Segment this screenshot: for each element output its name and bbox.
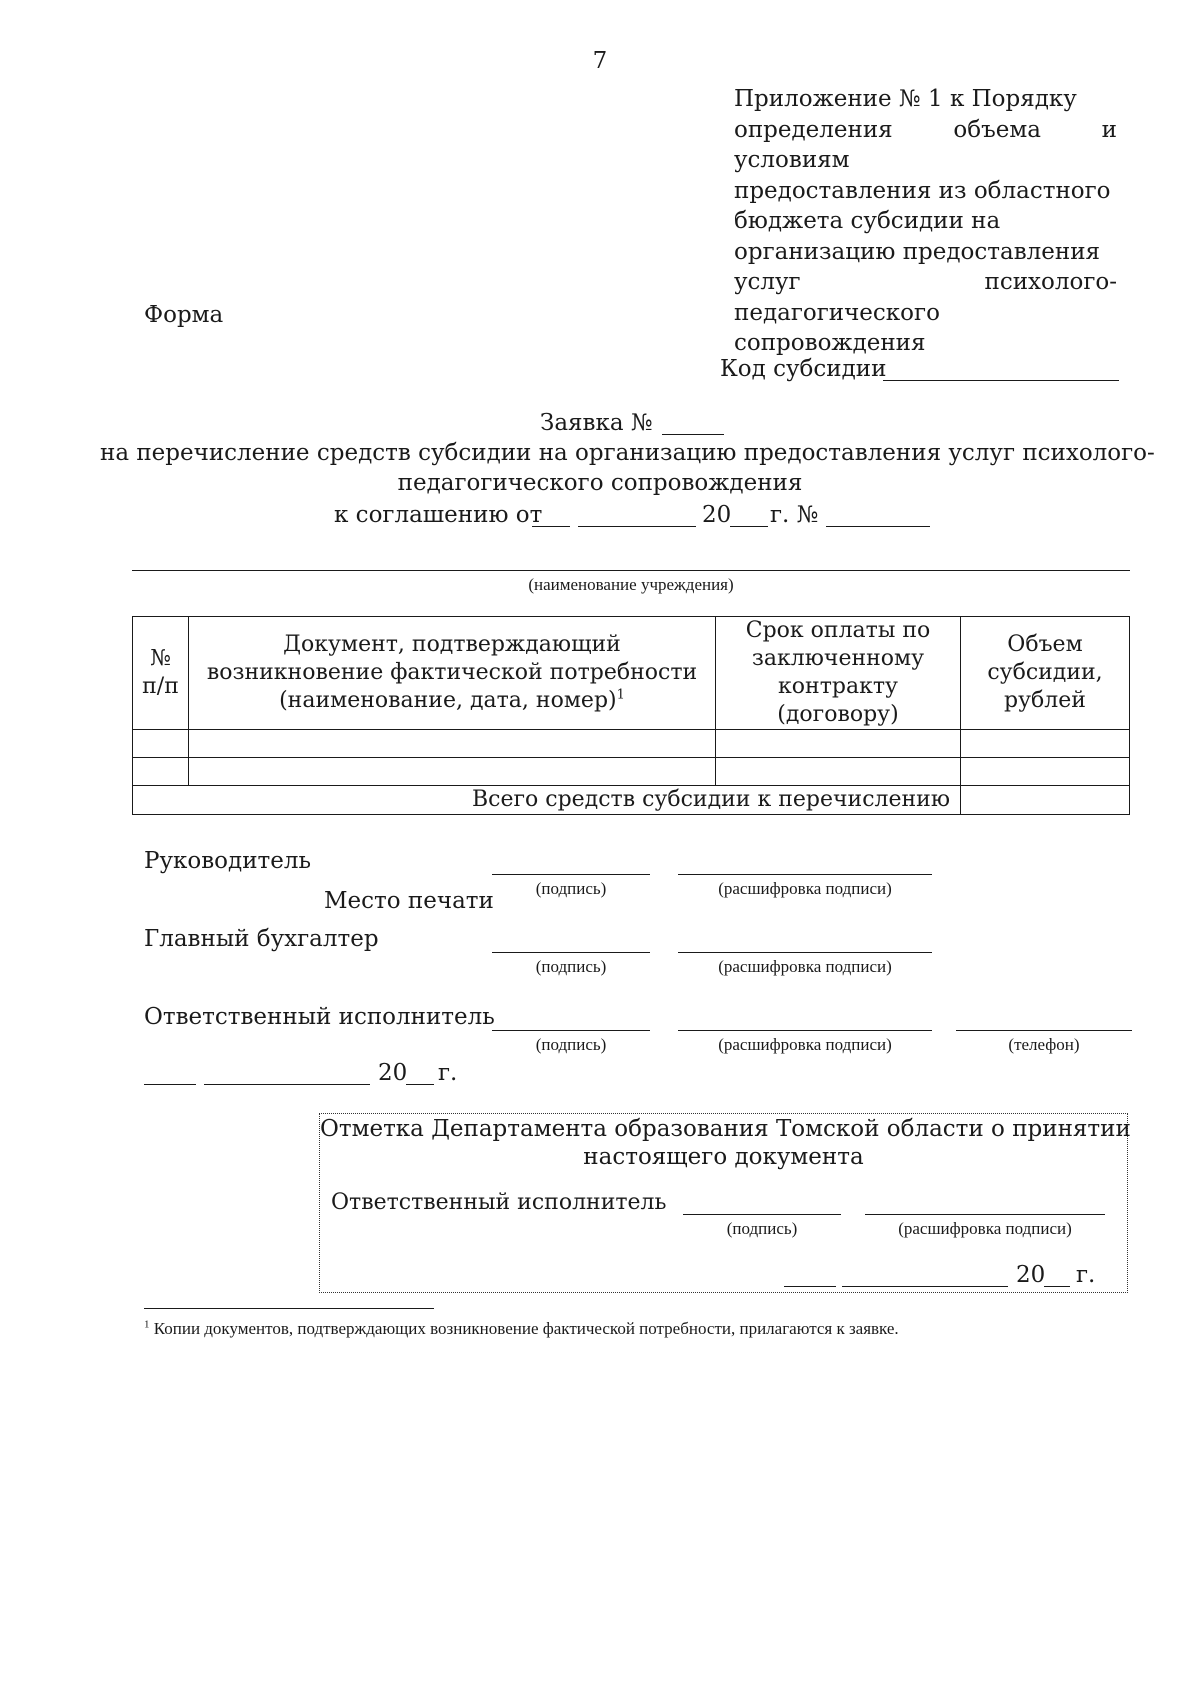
- footnote-mark: 1: [144, 1318, 150, 1331]
- department-decode-field[interactable]: [865, 1214, 1105, 1215]
- date-day-field[interactable]: [144, 1084, 196, 1085]
- header-payment-term-text: Срок оплаты по заключенному контракту (договору): [745, 618, 931, 727]
- header-number: [133, 617, 189, 730]
- header-subsidy-amount: [961, 617, 1130, 730]
- table-cell[interactable]: [189, 758, 716, 786]
- header-footnote-mark: 1: [616, 687, 625, 703]
- head-label: Руководитель: [144, 848, 311, 874]
- institution-name-field[interactable]: [132, 570, 1130, 571]
- accountant-decode-caption: (расшифровка подписи): [718, 957, 892, 976]
- department-date-month-field[interactable]: [842, 1286, 1008, 1287]
- appendix-line: сопровождения: [734, 330, 926, 356]
- table-header-row: [133, 617, 1130, 730]
- date-year-suffix: г.: [438, 1060, 458, 1086]
- department-decode-caption: (расшифровка подписи): [898, 1219, 1072, 1238]
- department-date-day-field[interactable]: [784, 1286, 836, 1287]
- department-date-year-field[interactable]: [1044, 1286, 1070, 1287]
- total-label: Всего средств субсидии к перечислению: [133, 786, 961, 815]
- request-number-field[interactable]: [662, 434, 724, 435]
- footnote: [144, 1318, 899, 1340]
- date-month-field[interactable]: [204, 1084, 370, 1085]
- footnote-text: Копии документов, подтверждающих возникновение фактической потребности, прилагаются к заявке.: [153, 1319, 899, 1338]
- agreement-year-prefix: 20: [702, 502, 732, 528]
- department-signature-field[interactable]: [683, 1214, 841, 1215]
- appendix-line: Приложение № 1 к Порядку: [734, 86, 1077, 112]
- accountant-label: Главный бухгалтер: [144, 926, 379, 952]
- table-cell[interactable]: [189, 730, 716, 758]
- department-date-year-prefix: 20: [1016, 1262, 1046, 1288]
- appendix-line: определения объема и условиям: [734, 116, 1117, 173]
- header-subsidy-amount-text: Объем субсидии, рублей: [987, 632, 1103, 713]
- table-cell[interactable]: [133, 758, 189, 786]
- header-document: [189, 617, 716, 730]
- executor-signature-field[interactable]: [492, 1030, 650, 1031]
- executor-phone-caption: (телефон): [1008, 1035, 1080, 1054]
- subsidy-code-label: Код субсидии: [720, 356, 887, 382]
- appendix-line: бюджета субсидии на: [734, 208, 1001, 234]
- request-subtitle-line2: педагогического сопровождения: [397, 470, 803, 496]
- accountant-signature-field[interactable]: [492, 952, 650, 953]
- institution-caption: (наименование учреждения): [528, 575, 734, 594]
- total-value-cell[interactable]: [961, 786, 1130, 815]
- agreement-day-field[interactable]: [532, 526, 570, 527]
- table-row: [133, 758, 1130, 786]
- request-title: Заявка №: [540, 410, 653, 436]
- agreement-year-field[interactable]: [730, 526, 768, 527]
- table-cell[interactable]: [961, 730, 1130, 758]
- head-decode-field[interactable]: [678, 874, 932, 875]
- executor-signature-caption: (подпись): [535, 1035, 607, 1054]
- appendix-reference: [734, 84, 1117, 359]
- header-payment-term: [716, 617, 961, 730]
- table-cell[interactable]: [716, 730, 961, 758]
- accountant-decode-field[interactable]: [678, 952, 932, 953]
- subsidy-code-field[interactable]: [883, 380, 1119, 381]
- agreement-number-field[interactable]: [826, 526, 930, 527]
- page-number: 7: [592, 48, 608, 74]
- department-executor-label: Ответственный исполнитель: [331, 1190, 667, 1215]
- head-signature-caption: (подпись): [535, 879, 607, 898]
- form-label: Форма: [144, 302, 224, 328]
- seal-label: Место печати: [324, 888, 494, 914]
- footnote-separator: [144, 1308, 434, 1309]
- department-box-line1: Отметка Департамента образования Томской области о принятии: [320, 1116, 1131, 1142]
- date-year-prefix: 20: [378, 1060, 408, 1086]
- table-cell[interactable]: [133, 730, 189, 758]
- table-total-row: [133, 786, 1130, 815]
- table-cell[interactable]: [716, 758, 961, 786]
- table-row: [133, 730, 1130, 758]
- department-date-year-suffix: г.: [1076, 1262, 1096, 1288]
- head-decode-caption: (расшифровка подписи): [718, 879, 892, 898]
- date-year-field[interactable]: [406, 1084, 434, 1085]
- agreement-number-label: г. №: [770, 502, 819, 528]
- department-acceptance-box: [319, 1113, 1131, 1293]
- appendix-line: организацию предоставления: [734, 238, 1101, 265]
- executor-decode-caption: (расшифровка подписи): [718, 1035, 892, 1054]
- department-box-line2: настоящего документа: [583, 1144, 864, 1170]
- accountant-signature-caption: (подпись): [535, 957, 607, 976]
- agreement-label: к соглашению от: [334, 502, 543, 528]
- department-signature-caption: (подпись): [726, 1219, 798, 1238]
- header-number-text: № п/п: [142, 646, 179, 699]
- subsidy-table: [132, 616, 1130, 815]
- table-cell[interactable]: [961, 758, 1130, 786]
- request-subtitle-line1: на перечисление средств субсидии на организацию предоставления услуг психолого-: [100, 440, 1155, 466]
- executor-label: Ответственный исполнитель: [144, 1004, 495, 1030]
- appendix-line: предоставления из областного: [734, 177, 1111, 204]
- head-signature-field[interactable]: [492, 874, 650, 875]
- header-document-text: Документ, подтверждающий возникновение фактической потребности (наименование, дата, номер): [206, 632, 698, 713]
- executor-phone-field[interactable]: [956, 1030, 1132, 1031]
- appendix-line: услуг психолого-педагогического: [734, 269, 1117, 326]
- executor-decode-field[interactable]: [678, 1030, 932, 1031]
- agreement-month-field[interactable]: [578, 526, 696, 527]
